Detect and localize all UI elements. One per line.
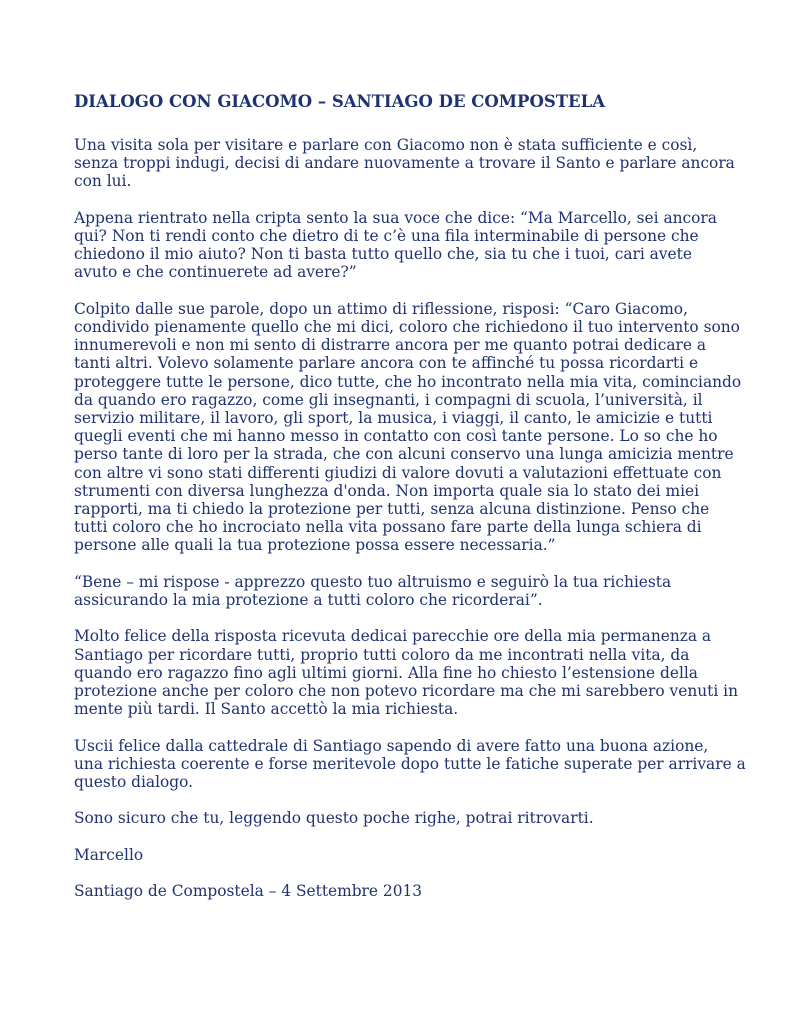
text-line: proteggere tutte le persone, dico tutte, che ho incontrato nella mia vita, cominciando bbox=[74, 372, 742, 391]
text-line: rapporti, ma ti chiedo la protezione per tutti, senza alcuna distinzione. Penso che bbox=[74, 500, 710, 519]
document-title: DIALOGO CON GIACOMO – SANTIAGO DE COMPOSTELA bbox=[74, 92, 605, 111]
text-line: Sono sicuro che tu, leggendo questo poche righe, potrai ritrovarti. bbox=[74, 809, 594, 828]
paragraph-answer bbox=[74, 573, 724, 609]
paragraph-intro bbox=[74, 136, 735, 191]
signature bbox=[74, 846, 724, 864]
text-line: Marcello bbox=[74, 845, 144, 864]
place-date bbox=[74, 882, 724, 900]
paragraph-remember bbox=[74, 627, 739, 719]
paragraph-reply bbox=[74, 299, 742, 555]
text-line: Uscii felice dalla cattedrale di Santiago sapendo di avere fatto una buona azione, bbox=[74, 736, 709, 755]
text-line: qui? Non ti rendi conto che dietro di te c’è una fila interminabile di persone che bbox=[74, 227, 699, 245]
paragraph-exit bbox=[74, 736, 746, 792]
text-line: avuto e che continuerete ad avere?” bbox=[74, 263, 357, 282]
text-line: persone alle quali la tua protezione possa essere necessaria.” bbox=[74, 536, 556, 555]
text-line: chiedono il mio aiuto? Non ti basta tutto quello che, sia tu che i tuoi, cari avete bbox=[74, 245, 692, 264]
text-line: tanti altri. Volevo solamente parlare ancora con te affinché tu possa ricordarti e bbox=[74, 354, 699, 373]
text-line: Molto felice della risposta ricevuta dedicai parecchie ore della mia permanenza a bbox=[74, 627, 712, 646]
paragraph-closing bbox=[74, 809, 724, 827]
text-line: “Bene – mi rispose - apprezzo questo tuo altruismo e seguirò la tua richiesta bbox=[74, 572, 672, 591]
text-line: una richiesta coerente e forse meritevole dopo tutte le fatiche superate per arrivare a bbox=[74, 754, 746, 773]
text-line: con lui. bbox=[74, 172, 132, 191]
text-line: Una visita sola per visitare e parlare con Giacomo non è stata sufficiente e così, bbox=[74, 136, 698, 154]
text-line: servizio militare, il lavoro, gli sport, la musica, i viaggi, il canto, le amicizie e tutti bbox=[74, 409, 713, 428]
text-line: condivido pienamente quello che mi dici, coloro che richiedono il tuo intervento sono bbox=[74, 318, 740, 336]
text-line: quando ero ragazzo fino agli ultimi giorni. Alla fine ho chiesto l’estensione della bbox=[74, 663, 698, 682]
text-line: protezione anche per coloro che non potevo ricordare ma che mi sarebbero venuti in bbox=[74, 682, 739, 701]
text-line: tutti coloro che ho incrociato nella vita possano fare parte della lunga schiera di bbox=[74, 518, 702, 537]
text-line: quegli eventi che mi hanno messo in contatto con così tante persone. Lo so che ho bbox=[74, 427, 718, 446]
text-line: mente più tardi. Il Santo accettò la mia richiesta. bbox=[74, 700, 459, 719]
paragraph-crypt bbox=[74, 209, 724, 282]
text-line: Santiago de Compostela – 4 Settembre 2013 bbox=[74, 882, 423, 901]
text-line: senza troppi indugi, decisi di andare nuovamente a trovare il Santo e parlare ancora bbox=[74, 154, 735, 173]
text-line: perso tante di loro per la strada, che con alcuni conservo una lunga amicizia mentre bbox=[74, 445, 734, 464]
text-line: Appena rientrato nella cripta sento la sua voce che dice: “Ma Marcello, sei ancora bbox=[74, 208, 717, 227]
document-page bbox=[74, 91, 746, 919]
text-line: da quando ero ragazzo, come gli insegnanti, i compagni di scuola, l’università, il bbox=[74, 390, 703, 409]
text-line: strumenti con diversa lunghezza d'onda. Non importa quale sia lo stato dei miei bbox=[74, 481, 700, 500]
text-line: con altre vi sono stati differenti giudizi di valore dovuti a valutazioni effettuate con bbox=[74, 463, 722, 482]
text-line: innumerevoli e non mi sento di distrarre ancora per me quanto potrai dedicare a bbox=[74, 336, 707, 355]
text-line: questo dialogo. bbox=[74, 773, 193, 792]
text-line: Santiago per ricordare tutti, proprio tutti coloro da me incontrati nella vita, da bbox=[74, 645, 690, 664]
text-line: assicurando la mia protezione a tutti coloro che ricorderai”. bbox=[74, 591, 543, 610]
text-line: Colpito dalle sue parole, dopo un attimo di riflessione, risposi: “Caro Giacomo, bbox=[74, 299, 688, 318]
